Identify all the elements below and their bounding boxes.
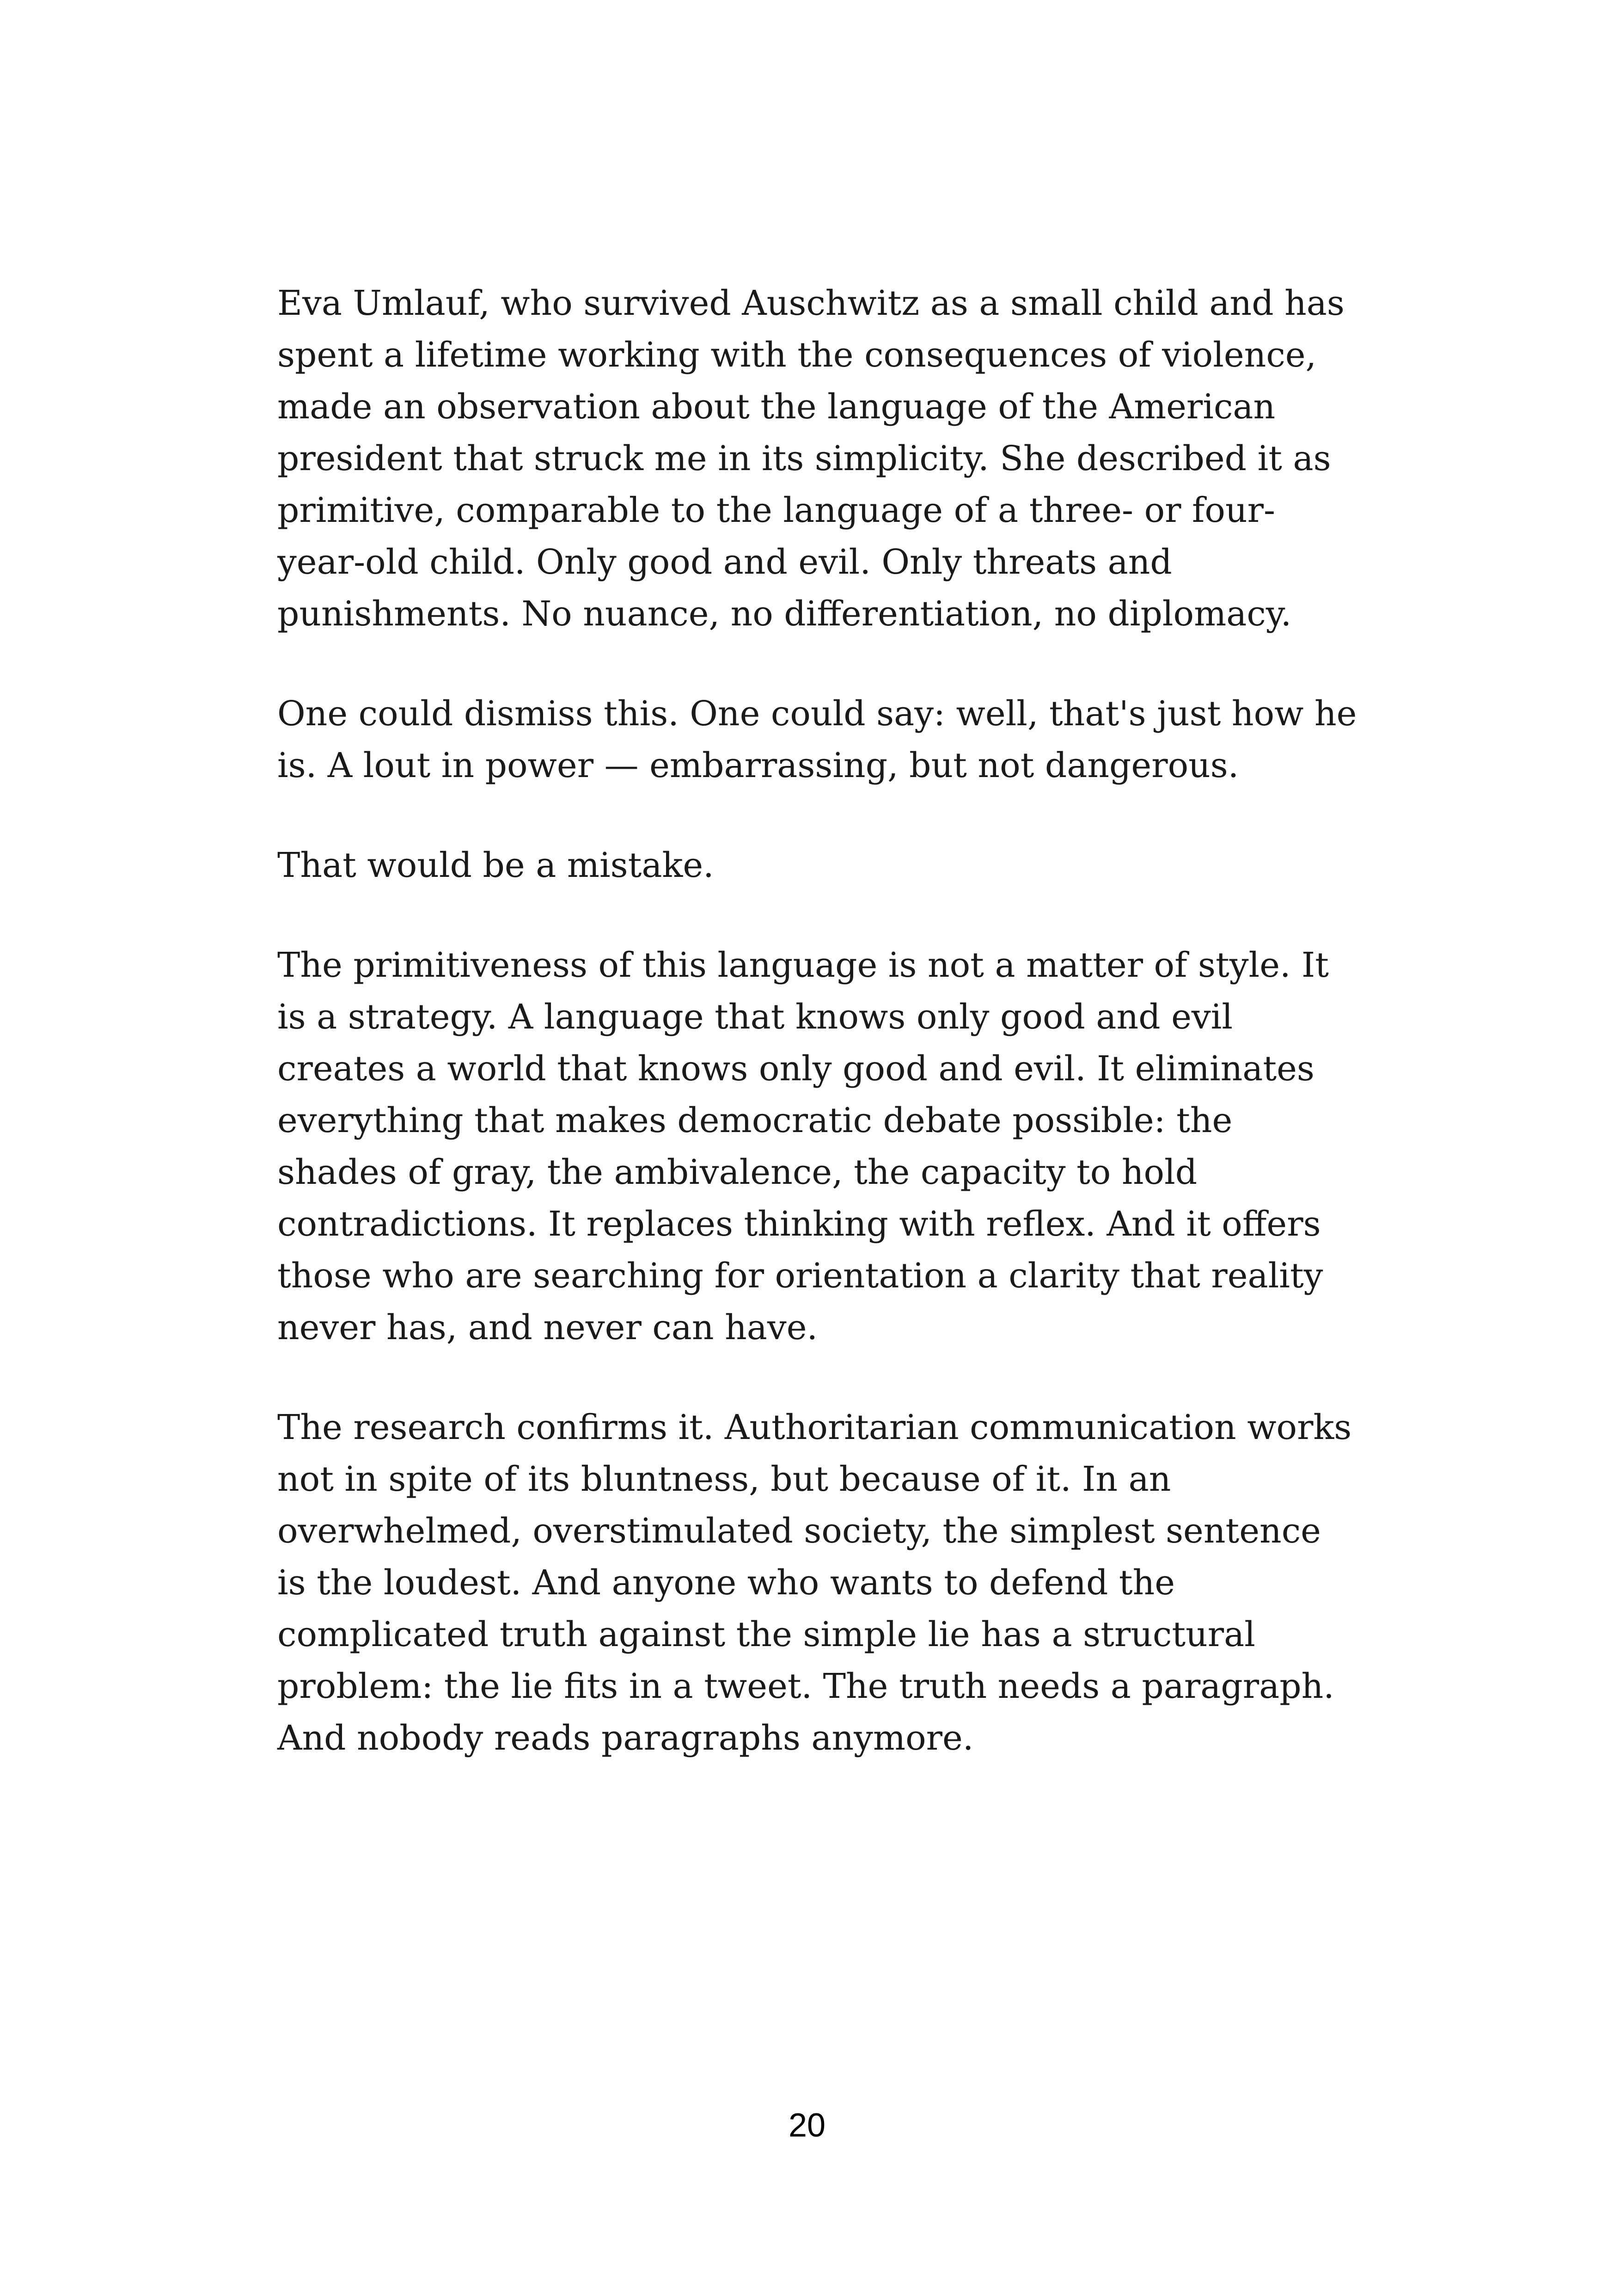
page-number: 20 [788, 2107, 826, 2144]
paragraph-4: The primitiveness of this language is not a matter of style. It is a strategy. A language that knows only good and evil creates a world that knows only good and evil. It eliminates everything that makes democratic debate possible: the shades of gray, the ambivalence, the capacity to hold contradictions. It replaces thinking with reflex. And it offers those who are searching for orientation a clarity that reality never has, and never can have. [277, 945, 1329, 1347]
paragraph-3: That would be a mistake. [277, 845, 714, 885]
paragraph-2: One could dismiss this. One could say: well, that's just how he is. A lout in power — embarrassing, but not dangerous. [277, 694, 1357, 785]
paragraph-5: The research confirms it. Authoritarian communication works not in spite of its bluntness, but because of it. In an overwhelmed, overstimulated society, the simplest sentence is the loudest. And anyone who wants to defend the complicated truth against the simple lie has a structural problem: the lie fits in a tweet. The truth needs a paragraph. And nobody reads paragraphs anymore. [277, 1408, 1352, 1758]
body-text [277, 277, 1359, 1764]
paragraph-1: Eva Umlauf, who survived Auschwitz as a small child and has spent a lifetime working with the consequences of violence, made an observation about the language of the American president that struck me in its simplicity. She described it as primitive, comparable to the language of a three- or four-year-old child. Only good and evil. Only threats and punishments. No nuance, no differentiation, no diplomacy. [277, 283, 1345, 634]
